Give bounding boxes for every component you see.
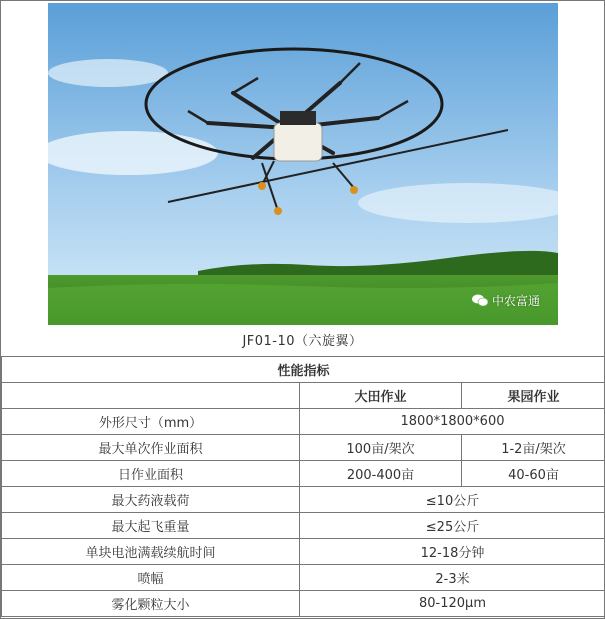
wechat-icon [472, 294, 488, 307]
row-value: 80-120μm [300, 591, 605, 617]
row-label: 最大单次作业面积 [2, 435, 300, 461]
field-value: 200-400亩 [300, 461, 462, 487]
row-label: 最大起飞重量 [2, 513, 300, 539]
watermark [472, 292, 540, 309]
table-title-row [2, 357, 605, 383]
drone-photo [48, 3, 558, 325]
table-title: 性能指标 [2, 357, 605, 383]
spec-table [1, 356, 605, 617]
row-value: 2-3米 [300, 565, 605, 591]
row-label: 最大药液载荷 [2, 487, 300, 513]
orchard-value: 40-60亩 [462, 461, 605, 487]
header-field-work: 大田作业 [300, 383, 462, 409]
table-row [2, 513, 605, 539]
header-blank [2, 383, 300, 409]
row-value: ≤25公斤 [300, 513, 605, 539]
row-label: 雾化颗粒大小 [2, 591, 300, 617]
drone-illustration [48, 3, 558, 325]
row-label: 单块电池满载续航时间 [2, 539, 300, 565]
header-orchard-work: 果园作业 [462, 383, 605, 409]
row-value: ≤10公斤 [300, 487, 605, 513]
field-value: 100亩/架次 [300, 435, 462, 461]
table-row [2, 435, 605, 461]
table-row [2, 409, 605, 435]
row-label: 外形尺寸（mm） [2, 409, 300, 435]
table-row [2, 487, 605, 513]
table-row [2, 565, 605, 591]
orchard-value: 1-2亩/架次 [462, 435, 605, 461]
row-label: 日作业面积 [2, 461, 300, 487]
table-row [2, 539, 605, 565]
row-value: 1800*1800*600 [300, 409, 605, 435]
row-value: 12-18分钟 [300, 539, 605, 565]
table-row [2, 591, 605, 617]
column-header-row [2, 383, 605, 409]
drone-caption: JF01-10（六旋翼） [242, 334, 363, 349]
table-row [2, 461, 605, 487]
watermark-text: 中农富通 [491, 294, 540, 308]
row-label: 喷幅 [2, 565, 300, 591]
